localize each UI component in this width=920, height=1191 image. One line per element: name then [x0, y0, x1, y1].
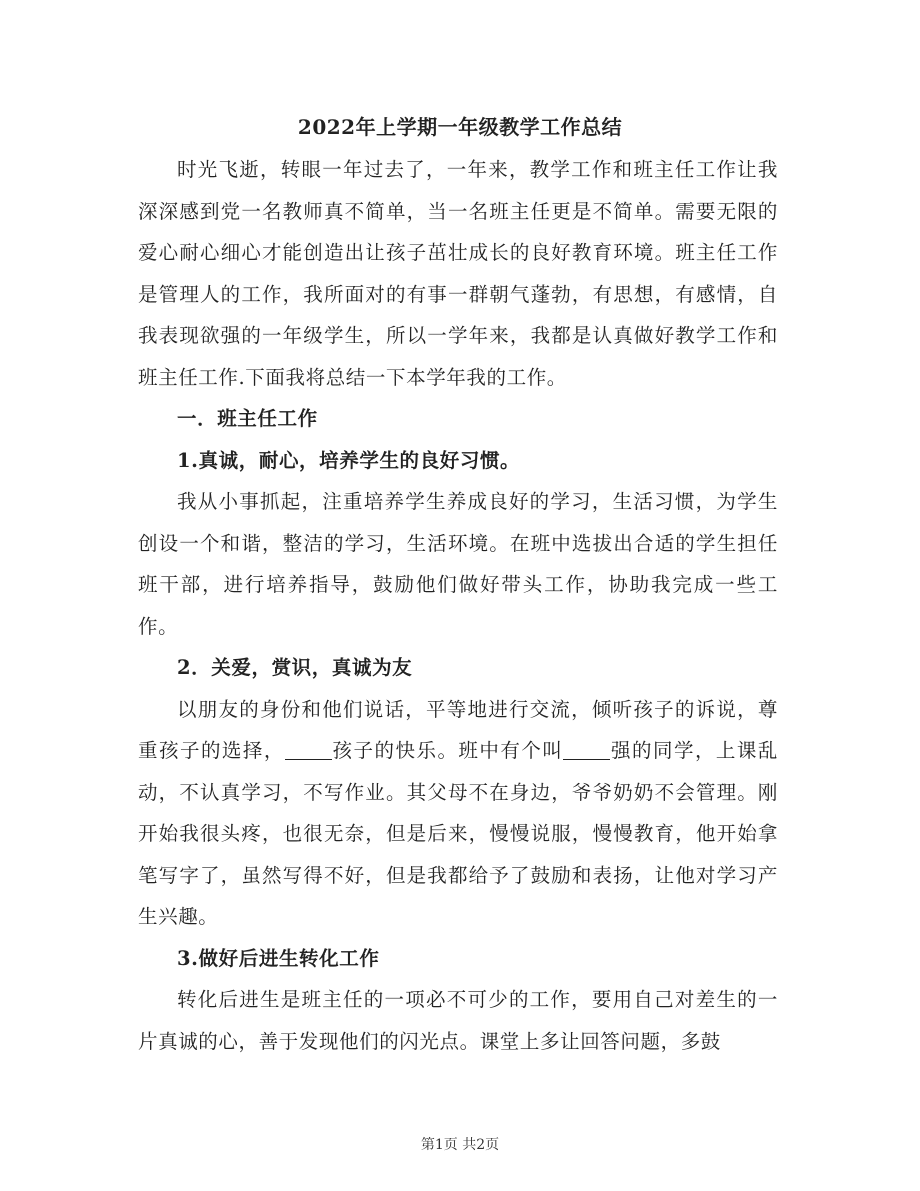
section-heading-class-teacher-work: 一．班主任工作 [177, 407, 318, 430]
fill-in-blank-line [563, 740, 610, 761]
document-title: 2022年上学期一年级教学工作总结 [297, 115, 623, 139]
paragraph-text-part-3: 强的同学，上课乱动，不认真学习，不写作业。其父母不在身边，爷爷奶奶不会管理。刚开始我很头疼，也很无奈，但是后来，慢慢说服，慢慢教育，他开始拿笔写字了，虽然写得不好，但是我都给予了鼓励和表扬，让他对学习产生兴趣。 [138, 739, 778, 928]
subheading-care-appreciation: 2．关爱，赏识，真诚为友 [177, 656, 413, 679]
intro-paragraph: 时光飞逝，转眼一年过去了，一年来，教学工作和班主任工作让我深深感到党一名教师真不简单，当一名班主任更是不简单。需要无限的爱心耐心细心才能创造出让孩子茁壮成长的良好教育环境。班主任工作是管理人的工作，我所面对的有事一群朝气蓬勃，有思想，有感情，自我表现欲强的一年级学生，所以一学年来，我都是认真做好教学工作和班主任工作.下面我将总结一下本学年我的工作。 [138, 158, 778, 389]
paragraph-text-part-2: 孩子的快乐。班中有个叫 [331, 739, 564, 762]
page-number-footer: 第1页 共2页 [420, 1137, 500, 1153]
subheading-good-habits: 1.真诚，耐心，培养学生的良好习惯。 [177, 448, 521, 472]
paragraph-text-part-1: 以朋友的身份和他们说话，平等地进行交流，倾听孩子的诉说，尊重孩子的选择， [138, 697, 778, 762]
fill-in-blank-line [285, 740, 332, 761]
subheading-underachievers: 3.做好后进生转化工作 [177, 946, 380, 970]
document-body [138, 149, 778, 1062]
paragraph-care-appreciation [138, 689, 778, 938]
paragraph-good-habits: 我从小事抓起，注重培养学生养成良好的学习，生活习惯，为学生创设一个和谐，整洁的学习，生活环境。在班中选拔出合适的学生担任班干部，进行培养指导，鼓励他们做好带头工作，协助我完成一些工作。 [138, 490, 778, 638]
paragraph-underachievers: 转化后进生是班主任的一项必不可少的工作，要用自己对差生的一片真诚的心，善于发现他们的闪光点。课堂上多让回答问题，多鼓 [138, 988, 778, 1053]
